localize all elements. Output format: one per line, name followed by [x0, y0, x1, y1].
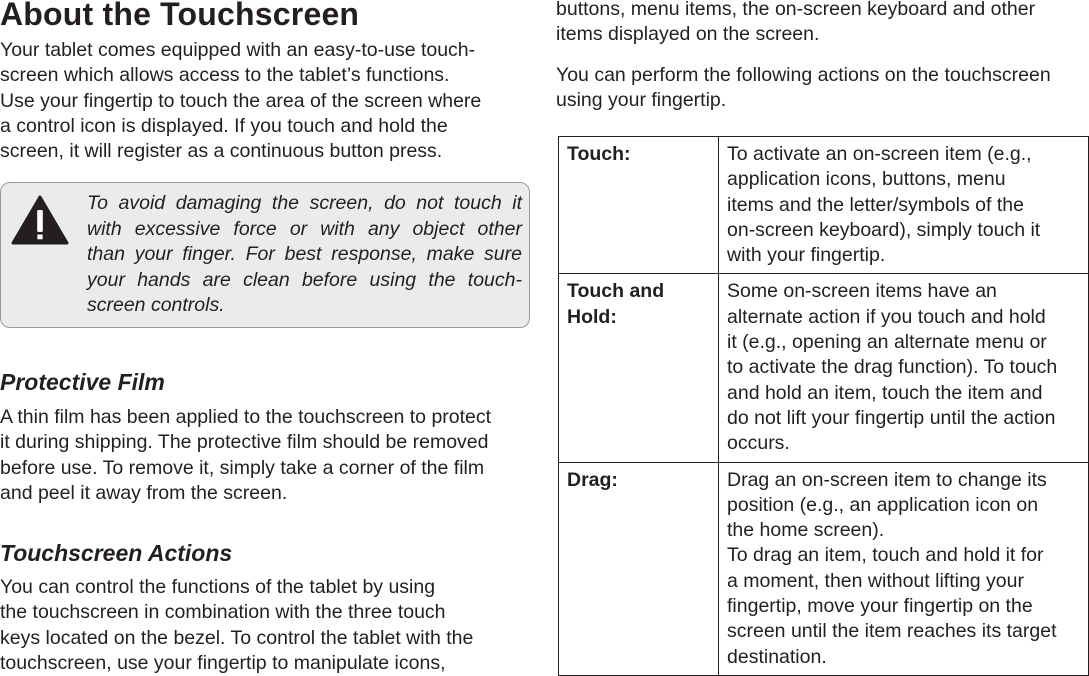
action-term: [559, 462, 719, 675]
touch-actions-table: [558, 136, 1089, 676]
action-term: [559, 137, 719, 274]
desc-line: fingertip, move your fingertip on the: [727, 595, 1033, 618]
actions-continued-paragraph: [556, 0, 1089, 48]
intro-paragraph: [0, 38, 530, 164]
term-text: Touch and: [567, 280, 665, 303]
desc-line: and hold an item, touch the item and: [727, 381, 1043, 404]
actions-paragraph: [0, 575, 532, 676]
desc-line: a moment, then without lifting your: [727, 569, 1024, 592]
perform-actions-paragraph: [556, 63, 1089, 114]
desc-line: screen until the item reaches its target: [727, 620, 1057, 643]
desc-line: application icons, buttons, menu: [727, 168, 1006, 191]
desc-line: it (e.g., opening an alternate menu or: [727, 331, 1047, 354]
actions-line: You can control the functions of the tablet by using: [0, 576, 436, 598]
protective-line: it during shipping. The protective film should be removed: [0, 431, 489, 454]
intro-line: Use your fingertip to touch the area of the screen where: [0, 89, 482, 112]
action-description: [719, 274, 1089, 462]
warning-line: with excessive force or with any object other: [87, 217, 522, 240]
desc-line: Some on-screen items have an: [727, 280, 997, 303]
desc-line: alternate action if you touch and hold: [727, 305, 1046, 328]
desc-line: with your fingertip.: [727, 244, 886, 267]
intro-line: Your tablet comes equipped with an easy-to-use touch-: [0, 39, 476, 61]
protective-film-heading: Protective Film: [0, 369, 165, 395]
action-term: [559, 274, 719, 462]
table-row: [559, 137, 1089, 274]
term-text: Touch:: [567, 143, 631, 165]
desc-line: do not lift your fingertip until the action: [727, 406, 1056, 429]
table-row: [559, 274, 1089, 462]
warning-triangle-icon: [11, 195, 69, 250]
actions-line: the touchscreen in combination with the three touch: [0, 601, 446, 624]
desc-line: on-screen keyboard), simply touch it: [727, 218, 1041, 241]
actions-line: keys located on the bezel. To control the tablet with the: [0, 626, 474, 649]
perform-line: You can perform the following actions on the touchscreen: [556, 64, 1051, 86]
actions-line: touchscreen, use your fingertip to manipulate icons,: [0, 651, 446, 674]
protective-line: A thin film has been applied to the touchscreen to protect: [0, 406, 492, 428]
warning-line: than your finger. For best response, make sure: [87, 243, 522, 265]
term-text: Hold:: [567, 305, 617, 328]
desc-line: To drag an item, touch and hold it for: [727, 544, 1044, 567]
desc-line: items and the letter/symbols of the: [727, 193, 1024, 216]
desc-line: To activate an on-screen item (e.g.,: [727, 143, 1032, 165]
warning-line: screen controls.: [87, 294, 225, 316]
warning-callout: [0, 182, 530, 328]
term-text: Drag:: [567, 468, 618, 491]
desc-line: the home screen).: [727, 519, 885, 542]
intro-line: a control icon is displayed. If you touch and hold the: [0, 114, 448, 137]
desc-line: position (e.g., an application icon on: [727, 493, 1039, 516]
warning-text: [87, 191, 522, 319]
page-title: About the Touchscreen: [0, 0, 360, 32]
intro-line: screen, it will register as a continuous button press.: [0, 140, 443, 163]
perform-line: using your fingertip.: [556, 89, 727, 112]
desc-line: occurs.: [727, 432, 790, 455]
warning-line: your hands are clean before using the touch-: [87, 268, 522, 291]
desc-line: to activate the drag function). To touch: [727, 356, 1058, 379]
intro-line: screen which allows access to the tablet’s functions.: [0, 64, 450, 87]
protective-film-paragraph: [0, 405, 532, 506]
action-description: [719, 462, 1089, 675]
table-row: [559, 462, 1089, 675]
continued-line: buttons, menu items, the on-screen keyboard and other: [556, 0, 1036, 20]
continued-line: items displayed on the screen.: [556, 23, 820, 46]
warning-line: To avoid damaging the screen, do not touch it: [87, 192, 522, 214]
action-description: [719, 137, 1089, 274]
protective-line: before use. To remove it, simply take a corner of the film: [0, 456, 485, 479]
protective-line: and peel it away from the screen.: [0, 481, 288, 504]
desc-line: Drag an on-screen item to change its: [727, 468, 1047, 491]
desc-line: destination.: [727, 645, 827, 668]
touchscreen-actions-heading: Touchscreen Actions: [0, 540, 233, 566]
